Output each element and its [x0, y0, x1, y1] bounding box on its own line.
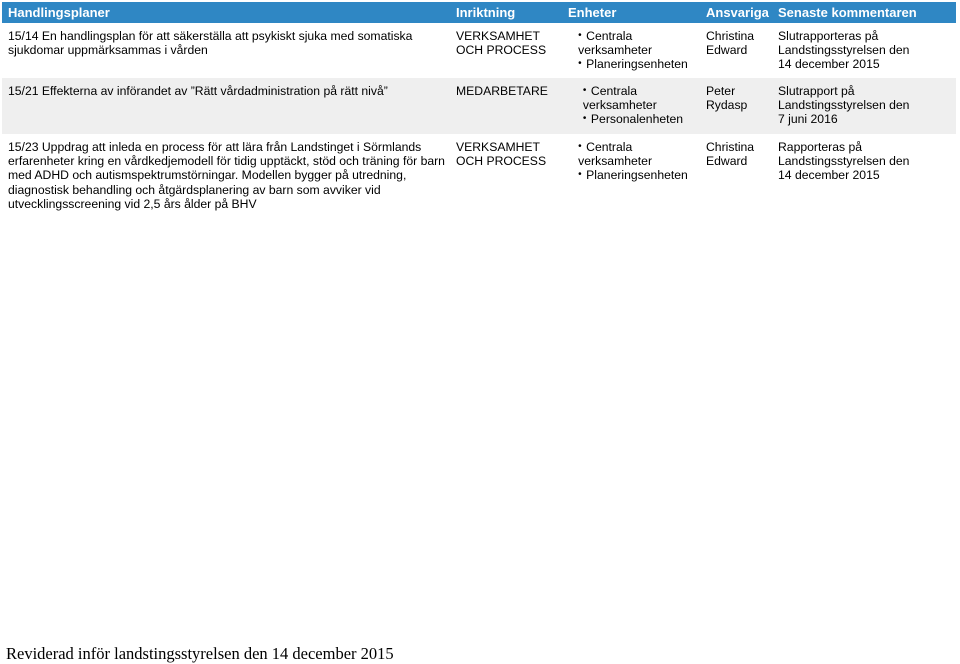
unit-item: [583, 84, 683, 98]
comment-line: 14 december 2015: [778, 57, 880, 72]
direction-line: MEDARBETARE: [456, 84, 548, 98]
header-responsible: Ansvariga: [706, 5, 769, 20]
comment-line: Slutrapport på: [778, 84, 855, 98]
unit-label-continuation: verksamheter: [582, 98, 657, 113]
comment-line: 7 juni 2016: [778, 112, 838, 127]
comment-line: 14 december 2015: [778, 168, 880, 183]
unit-label-continuation: verksamheter: [578, 43, 652, 58]
comment-line: Landstingsstyrelsen den: [778, 98, 910, 113]
unit-label: Personalenheten: [590, 112, 684, 127]
units-cell: [564, 140, 698, 216]
direction-line: OCH PROCESS: [456, 154, 547, 169]
header-plans: Handlingsplaner: [8, 5, 110, 20]
action-plans-table: [2, 2, 956, 216]
comment-line: Slutrapporteras på: [778, 29, 879, 43]
comment-line: Landstingsstyrelsen den: [778, 43, 910, 58]
responsible-line: Rydasp: [706, 98, 748, 113]
bullet-icon: •: [582, 85, 587, 96]
units-cell: [564, 29, 698, 78]
comment-cell: [770, 84, 956, 134]
responsible-cell: [698, 140, 770, 216]
header-direction: Inriktning: [456, 5, 516, 20]
direction-line: OCH PROCESS: [456, 43, 547, 58]
unit-item: [578, 140, 688, 154]
revision-footer: Reviderad inför landstingsstyrelsen den 14 december 2015: [6, 644, 394, 663]
direction-cell: [452, 84, 564, 134]
unit-item: [578, 57, 688, 71]
responsible-cell: [698, 84, 770, 134]
unit-label: Centrala: [590, 84, 637, 98]
bullet-icon: •: [578, 58, 582, 70]
responsible-cell: [698, 29, 770, 78]
unit-label: Centrala: [586, 140, 633, 154]
table-row: [2, 23, 956, 78]
table-header: [2, 2, 956, 23]
direction-line: VERKSAMHET: [456, 140, 540, 154]
units-cell: [564, 84, 698, 134]
unit-item: [578, 29, 688, 43]
bullet-icon: •: [582, 113, 587, 125]
direction-cell: [452, 140, 564, 216]
unit-item: [583, 112, 683, 126]
unit-label: Planeringsenheten: [586, 168, 688, 183]
unit-item: [578, 168, 688, 182]
bullet-icon: •: [578, 30, 582, 41]
bullet-icon: •: [578, 169, 582, 181]
comment-line: Rapporteras på: [778, 140, 863, 154]
responsible-line: Edward: [706, 154, 748, 169]
plan-cell: 15/21 Effekterna av införandet av ”Rätt vårdadministration på rätt nivå”: [8, 84, 388, 98]
bullet-icon: •: [578, 141, 582, 152]
responsible-line: Peter: [706, 84, 736, 98]
responsible-line: Edward: [706, 43, 748, 58]
direction-line: VERKSAMHET: [456, 29, 540, 43]
unit-label: Planeringsenheten: [586, 57, 688, 72]
header-latest-comment: Senaste kommentaren: [778, 5, 917, 20]
unit-label-continuation: verksamheter: [578, 154, 652, 169]
plan-cell: 15/14 En handlingsplan för att säkerställa att psykiskt sjuka med somatiska sjukdomar uppmärksammas i vården: [8, 29, 413, 58]
plan-cell: 15/23 Uppdrag att inleda en process för att lära från Landstinget i Sörmlands erfarenheter kring en vårdkedjemodell för tidig upptäckt, stöd och träning för barn med ADHD och autismspektrumstörningar. Modellen bygger på utredning, diagnostisk behandling och åtgärdsplanering av barn som avviker vid utvecklingsscreening vid 2,5 års ålder på BHV: [8, 140, 445, 211]
comment-cell: [770, 29, 956, 78]
comment-line: Landstingsstyrelsen den: [778, 154, 910, 169]
comment-cell: [770, 140, 956, 216]
header-units: Enheter: [568, 5, 617, 20]
unit-label: Centrala: [586, 29, 633, 43]
direction-cell: [452, 29, 564, 78]
table-row: [2, 78, 956, 134]
responsible-line: Christina: [706, 29, 755, 43]
table-row: [2, 134, 956, 216]
responsible-line: Christina: [706, 140, 755, 154]
